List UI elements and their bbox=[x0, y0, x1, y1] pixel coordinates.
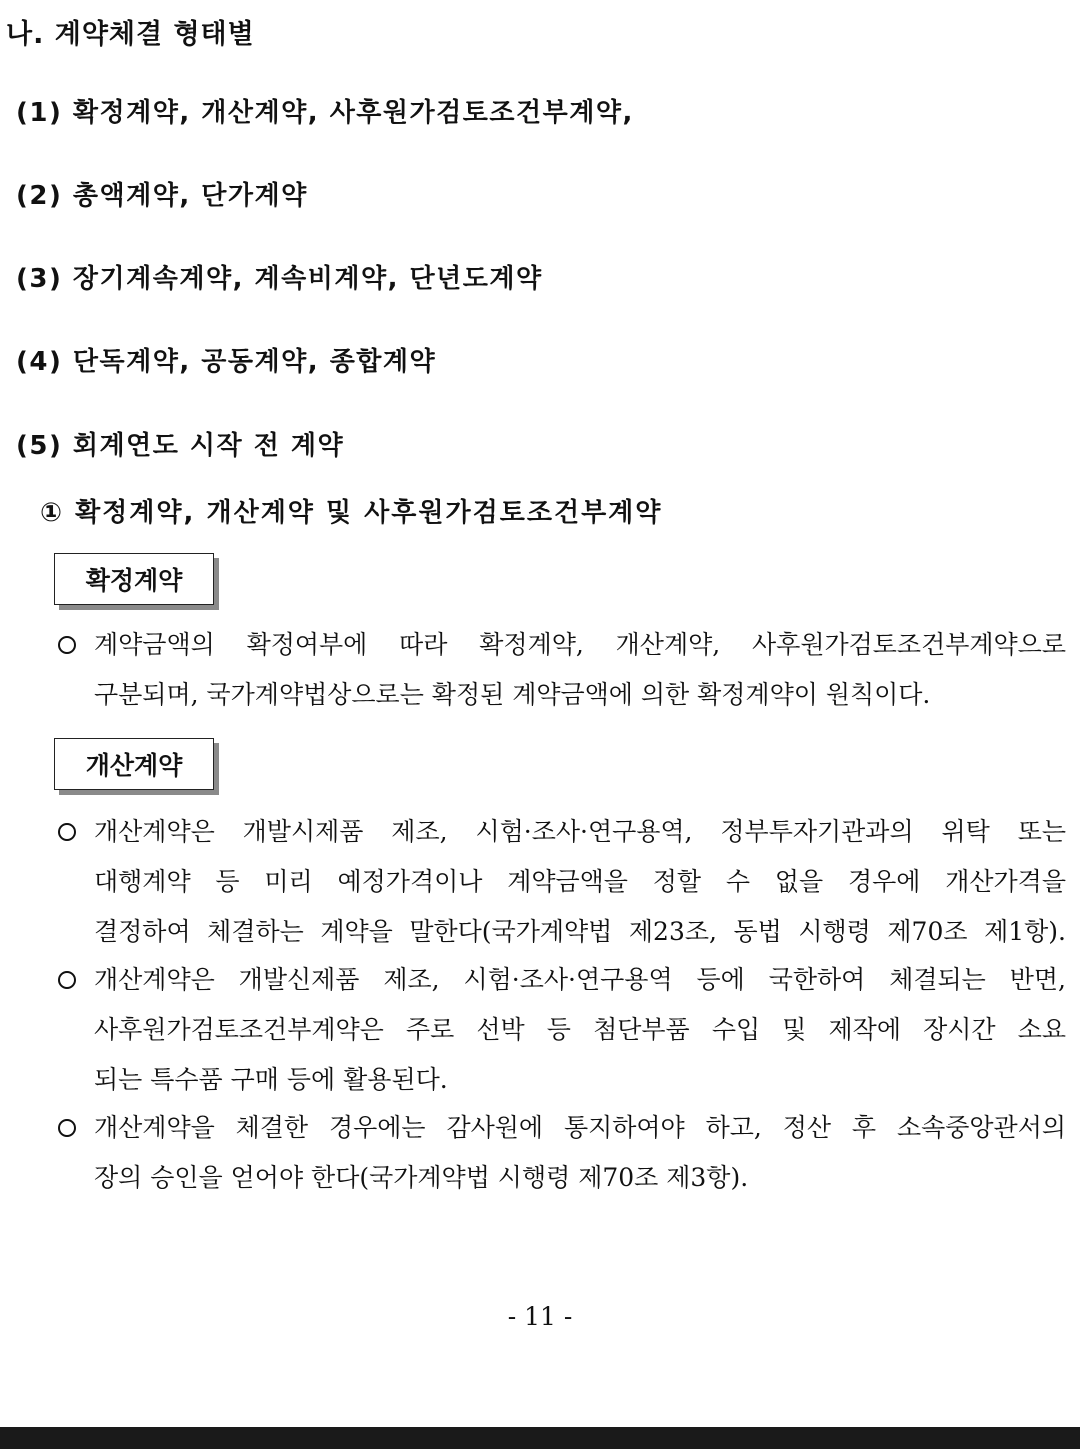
list-item-5: (5) 회계연도 시작 전 계약 bbox=[16, 431, 345, 461]
paragraph-line: 개산계약은 개발신제품 제조, 시험·조사·연구용역 등에 국한하여 체결되는 반면, bbox=[94, 965, 1066, 994]
bottom-bar bbox=[0, 1427, 1080, 1449]
paragraph-line: 구분되며, 국가계약법상으로는 확정된 계약금액에 의한 확정계약이 원칙이다. bbox=[94, 680, 931, 709]
section-label-box: 확정계약 bbox=[54, 553, 214, 605]
paragraph-line: 개산계약은 개발시제품 제조, 시험·조사·연구용역, 정부투자기관과의 위탁 또는 bbox=[94, 817, 1066, 846]
paragraph-line: 결정하여 체결하는 계약을 말한다(국가계약법 제23조, 동법 시행령 제70조 제1항). bbox=[94, 917, 1066, 946]
circle-bullet-icon bbox=[56, 958, 78, 1002]
list-item-4: (4) 단독계약, 공동계약, 종합계약 bbox=[16, 347, 437, 377]
list-item-1: (1) 확정계약, 개산계약, 사후원가검토조건부계약, bbox=[16, 98, 634, 128]
sub-item-heading: ① 확정계약, 개산계약 및 사후원가검토조건부계약 bbox=[40, 498, 663, 528]
list-item-3: (3) 장기계속계약, 계속비계약, 단년도계약 bbox=[16, 264, 543, 294]
circle-bullet-icon bbox=[56, 623, 78, 667]
list-item-2: (2) 총액계약, 단가계약 bbox=[16, 181, 308, 211]
page-number: - 11 - bbox=[507, 1302, 573, 1331]
paragraph-line: 계약금액의 확정여부에 따라 확정계약, 개산계약, 사후원가검토조건부계약으로 bbox=[94, 630, 1066, 659]
paragraph-line: 사후원가검토조건부계약은 주로 선박 등 첨단부품 수입 및 제작에 장시간 소요 bbox=[94, 1015, 1066, 1044]
section-label-box: 개산계약 bbox=[54, 738, 214, 790]
circle-bullet-icon bbox=[56, 1106, 78, 1150]
circle-bullet-icon bbox=[56, 810, 78, 854]
section-heading: 나. 계약체결 형태별 bbox=[6, 19, 255, 50]
paragraph-line: 되는 특수품 구매 등에 활용된다. bbox=[94, 1065, 448, 1094]
paragraph-line: 대행계약 등 미리 예정가격이나 계약금액을 정할 수 없을 경우에 개산가격을 bbox=[94, 867, 1066, 896]
paragraph-line: 개산계약을 체결한 경우에는 감사원에 통지하여야 하고, 정산 후 소속중앙관서의 bbox=[94, 1113, 1066, 1142]
paragraph-line: 장의 승인을 얻어야 한다(국가계약법 시행령 제70조 제3항). bbox=[94, 1163, 749, 1192]
